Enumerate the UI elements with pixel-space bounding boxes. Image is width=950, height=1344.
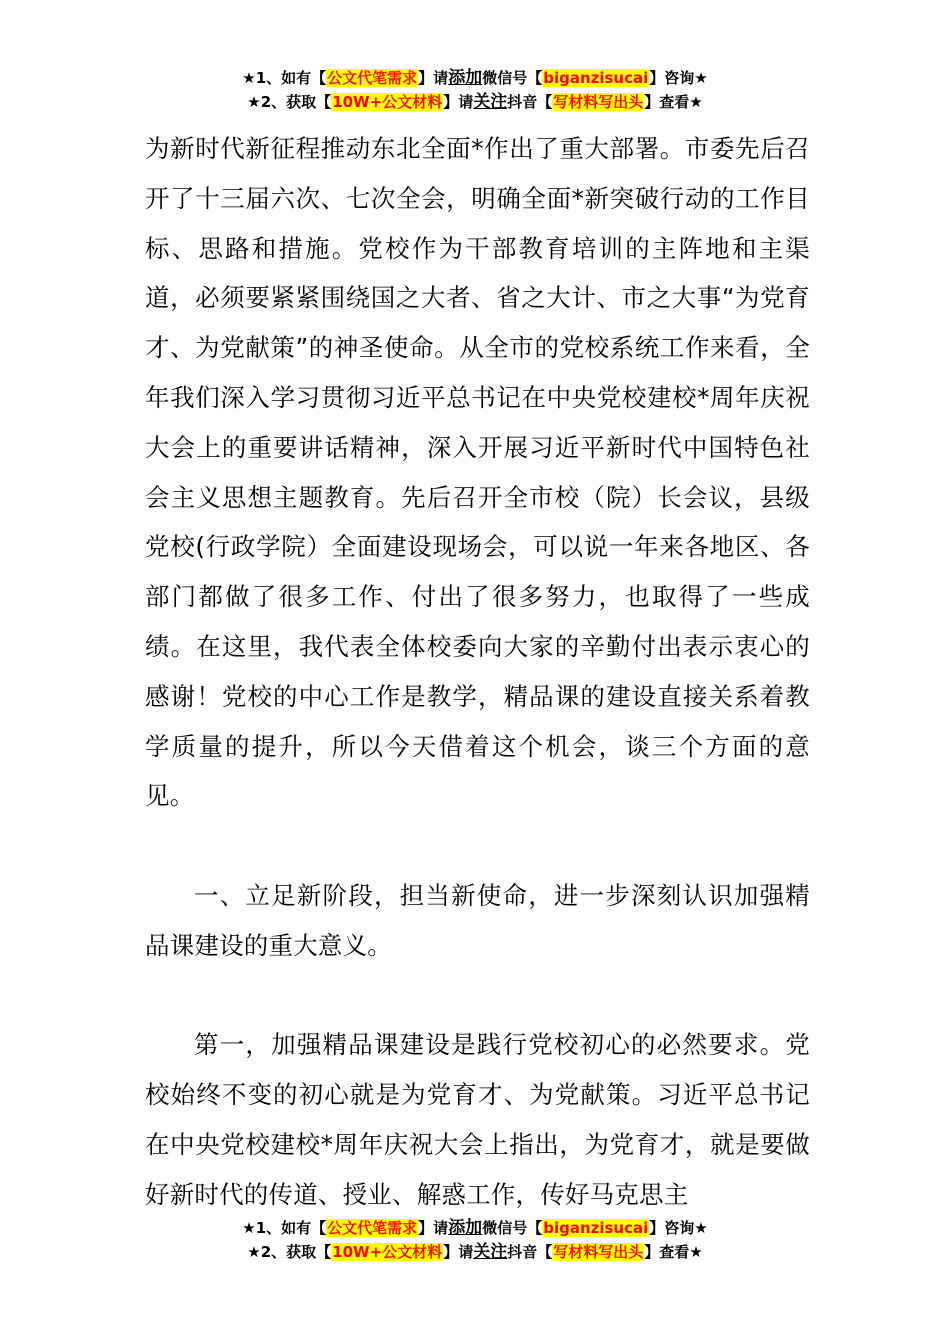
banner-text: ★2、获取【 (247, 1243, 332, 1261)
banner-text: ★2、获取【 (247, 93, 332, 111)
highlight-badge: 公文代笔需求 (327, 69, 418, 87)
banner-text: 】请 (418, 69, 449, 87)
paragraph-gap (145, 971, 810, 1021)
banner-text: 】查看★ (644, 1243, 703, 1261)
underlined-text: 关注 (473, 1242, 508, 1262)
paragraph-first-point: 第一，加强精品课建设是践行党校初心的必然要求。党校始终不变的初心就是为党育才、为党献策。习近平总书记在中央党校建校*周年庆祝大会上指出，为党育才，就是要做好新时代的传道、授业、解惑工作，传好马克思主 (145, 1030, 810, 1209)
banner-text: 抖音【 (507, 1243, 553, 1261)
highlight-badge: 10W+公文材料 (332, 1243, 443, 1261)
banner-line-2 (0, 90, 950, 114)
highlight-badge: 10W+公文材料 (332, 93, 443, 111)
banner-line-1 (0, 66, 950, 90)
document-body (145, 124, 810, 1220)
banner-text: 微信号【 (482, 69, 543, 87)
banner-text: 】咨询★ (649, 1219, 708, 1237)
header-banner (0, 66, 950, 114)
paragraph-intro: 为新时代新征程推动东北全面*作出了重大部署。市委先后召开了十三届六次、七次全会，明确全面*新突破行动的工作目标、思路和措施。党校作为干部教育培训的主阵地和主渠道，必须要紧紧围绕国之大者、省之大计、市之大事“为党育才、为党献策”的神圣使命。从全市的党校系统工作来看，全年我们深入学习贯彻习近平总书记在中央党校建校*周年庆祝大会上的重要讲话精神，深入开展习近平新时代中国特色社会主义思想主题教育。先后召开全市校（院）长会议，县级党校(行政学院）全面建设现场会，可以说一年来各地区、各部门都做了很多工作、付出了很多努力，也取得了一些成绩。在这里，我代表全体校委向大家的辛勤付出表示衷心的感谢！党校的中心工作是教学，精品课的建设直接关系着教学质量的提升，所以今天借着这个机会，谈三个方面的意见。 (145, 134, 810, 811)
wechat-id-badge: biganzisucai (543, 69, 649, 87)
footer-banner (0, 1216, 950, 1264)
underlined-text: 关注 (473, 92, 508, 112)
douyin-id-badge: 写材料写出头 (553, 1243, 644, 1261)
banner-text: 】咨询★ (649, 69, 708, 87)
banner-text: 】请 (418, 1219, 449, 1237)
douyin-id-badge: 写材料写出头 (553, 93, 644, 111)
banner-text: 】请 (443, 93, 474, 111)
banner-line-1 (0, 1216, 950, 1240)
underlined-text: 添加 (448, 68, 483, 88)
banner-text: ★1、如有【 (242, 69, 327, 87)
banner-text: 微信号【 (482, 1219, 543, 1237)
highlight-badge: 公文代笔需求 (327, 1219, 418, 1237)
banner-text: 抖音【 (507, 93, 553, 111)
section-heading: 一、立足新阶段，担当新使命，进一步深刻认识加强精品课建设的重大意义。 (145, 880, 810, 960)
wechat-id-badge: biganzisucai (543, 1219, 649, 1237)
paragraph-gap (145, 821, 810, 871)
banner-text: ★1、如有【 (242, 1219, 327, 1237)
banner-text: 】查看★ (644, 93, 703, 111)
underlined-text: 添加 (448, 1218, 483, 1238)
banner-text: 】请 (443, 1243, 474, 1261)
banner-line-2 (0, 1240, 950, 1264)
